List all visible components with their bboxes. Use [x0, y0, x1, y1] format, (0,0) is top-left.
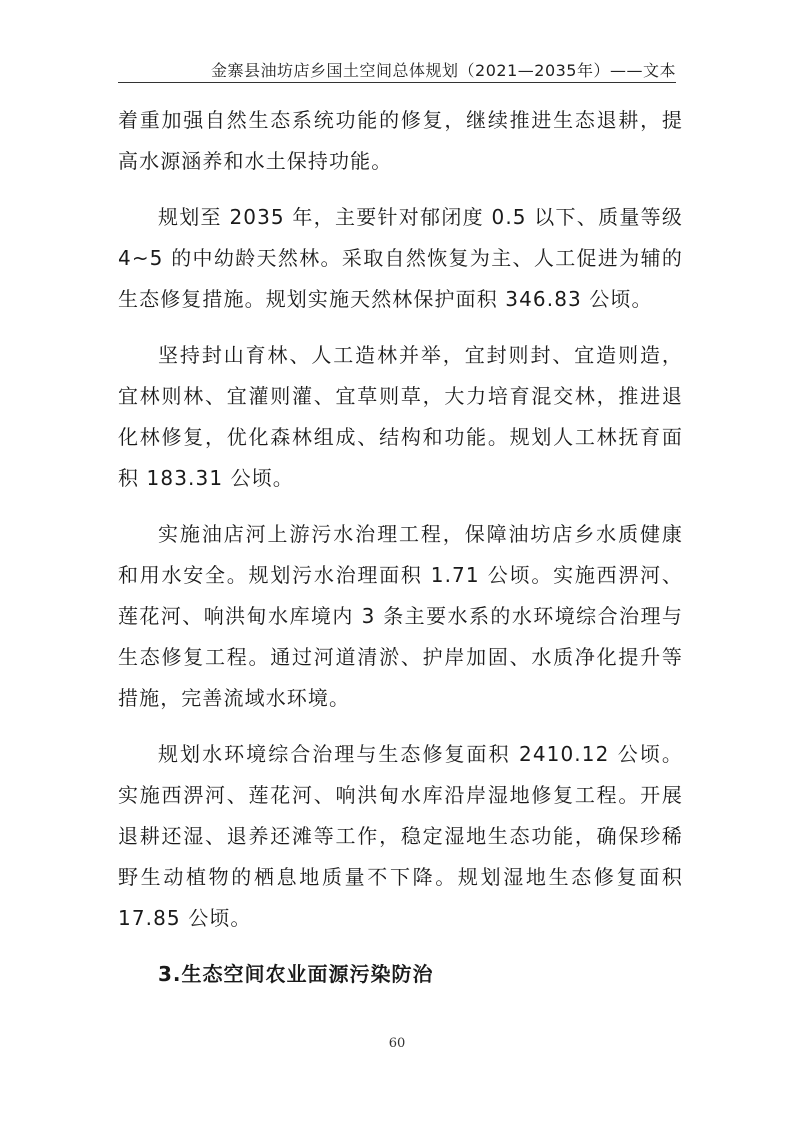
paragraph-afforestation: 坚持封山育林、人工造林并举，宜封则封、宜造则造，宜林则林、宜灌则灌、宜草则草，大力培育混交林，推进退化林修复，优化森林组成、结构和功能。规划人工林抚育面积 183.31 公顷。 [118, 343, 683, 490]
section-heading: 3.生态空间农业面源污染防治 [158, 962, 434, 986]
paragraph-sewage-treatment: 实施油店河上游污水治理工程，保障油坊店乡水质健康和用水安全。规划污水治理面积 1.71 公顷。实施西淠河、莲花河、响洪甸水库境内 3 条主要水系的水环境综合治理与生态修复工程。通过河道清淤、护岸加固、水质净化提升等措施，完善流域水环境。 [118, 522, 683, 710]
running-header: 金寨县油坊店乡国土空间总体规划（2021—2035年）——文本 [211, 61, 676, 80]
paragraph-natural-forest: 规划至 2035 年，主要针对郁闭度 0.5 以下、质量等级 4~5 的中幼龄天然林。采取自然恢复为主、人工促进为辅的生态修复措施。规划实施天然林保护面积 346.83 公顷。 [118, 205, 683, 311]
page-number: 60 [388, 1036, 406, 1051]
paragraph-continuation: 着重加强自然生态系统功能的修复，继续推进生态退耕，提高水源涵养和水土保持功能。 [118, 108, 683, 173]
header-divider [118, 82, 676, 83]
body-text [118, 100, 683, 995]
paragraph-wetland-restoration: 规划水环境综合治理与生态修复面积 2410.12 公顷。实施西淠河、莲花河、响洪甸水库沿岸湿地修复工程。开展退耕还湿、退养还滩等工作，稳定湿地生态功能，确保珍稀野生动植物的栖息地质量不下降。规划湿地生态修复面积 17.85 公顷。 [118, 742, 683, 930]
